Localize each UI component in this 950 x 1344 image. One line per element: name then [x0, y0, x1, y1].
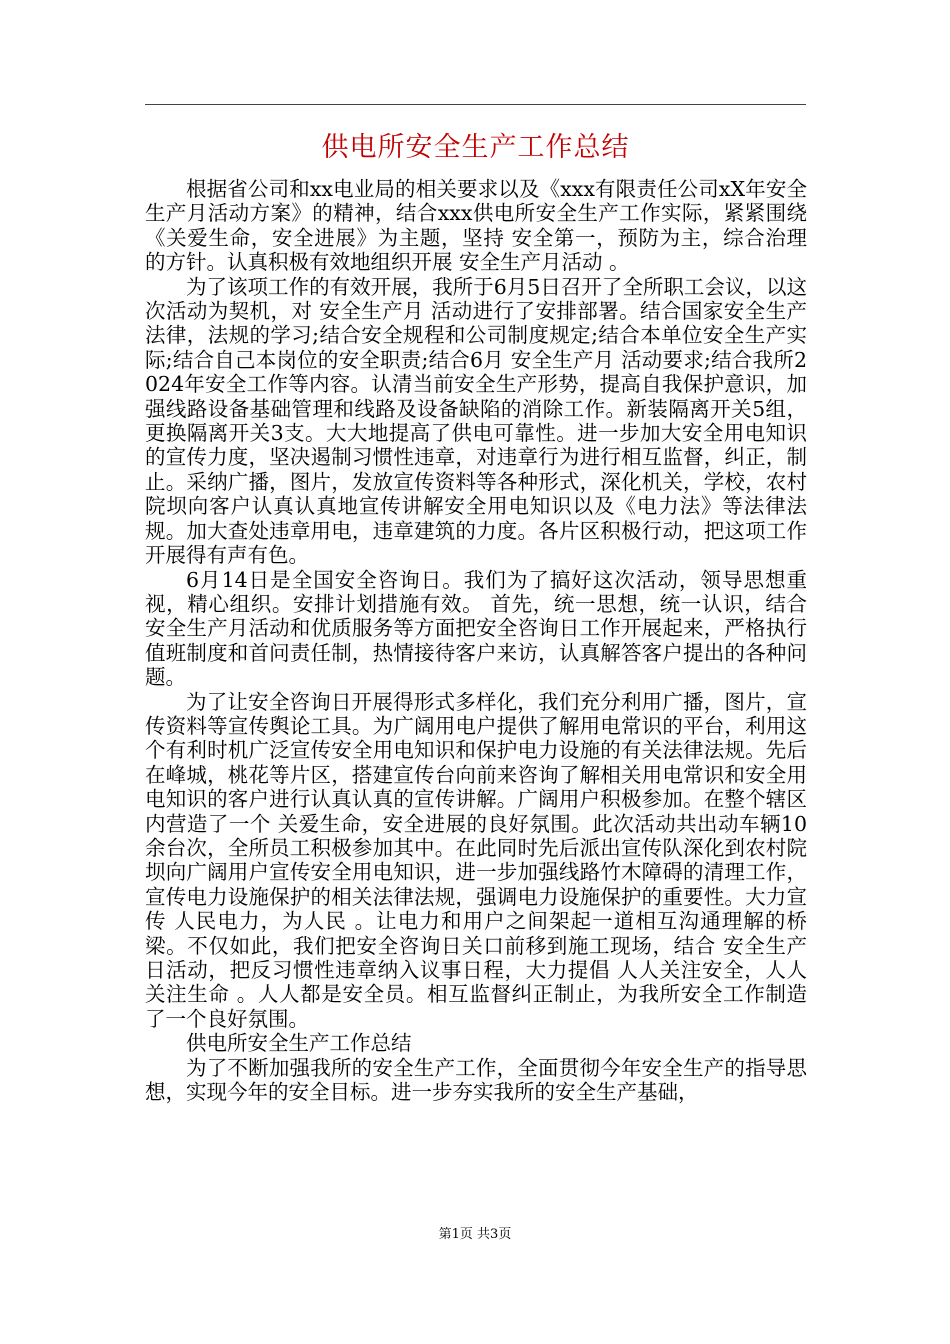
paragraph: 为了该项工作的有效开展，我所于6月5日召开了全所职工会议，以这次活动为契机，对 安全生产月 活动进行了安排部署。结合国家安全生产法律，法规的学习;结合安全规程和公司制度规定;结合本单位安全生产实际;结合自己本岗位的安全职责;结合6月 安全生产月 活动要求;结合我所2024年安全工作等内容。认清当前安全生产形势，提高自我保护意识，加强线路设备基础管理和线路及设备缺陷的消除工作。新装隔离开关5组，更换隔离开关3支。大大地提高了供电可靠性。进一步加大安全用电知识的宣传力度，坚决遏制习惯性违章，对违章行为进行相互监督，纠正，制止。采纳广播，图片，发放宣传资料等各种形式，深化机关，学校，农村院坝向客户认真认真地宣传讲解安全用电知识以及《电力法》等法律法规。加大查处违章用电，违章建筑的力度。各片区积极行动，把这项工作开展得有声有色。 [145, 274, 807, 568]
paragraph: 为了不断加强我所的安全生产工作，全面贯彻今年安全生产的指导思想，实现今年的安全目标。进一步夯实我所的安全生产基础， [145, 1055, 807, 1105]
paragraph: 6月14日是全国安全咨询日。我们为了搞好这次活动，领导思想重视，精心组织。安排计划措施有效。 首先，统一思想，统一认识，结合安全生产月活动和优质服务等方面把安全咨询日工作开展起来，严格执行值班制度和首问责任制，热情接待客户来访，认真解答客户提出的各种问题。 [145, 567, 807, 690]
page-footer: 第1页 共3页 [438, 1227, 512, 1242]
page-title: 供电所安全生产工作总结 [321, 132, 630, 163]
document-body [145, 177, 807, 1104]
paragraph: 根据省公司和xx电业局的相关要求以及《xxx有限责任公司xX年安全生产月活动方案》的精神，结合xxx供电所安全生产工作实际，紧紧围绕《关爱生命，安全进展》为主题，坚持 安全第一，预防为主，综合治理 的方针。认真积极有效地组织开展 安全生产月活动 。 [145, 177, 807, 275]
header-rule [145, 104, 806, 105]
section-subheading: 供电所安全生产工作总结 [186, 1031, 412, 1056]
paragraph: 为了让安全咨询日开展得形式多样化，我们充分利用广播，图片，宣传资料等宣传舆论工具。为广阔用电户提供了解用电常识的平台，利用这个有利时机广泛宣传安全用电知识和保护电力设施的有关法律法规。先后在峰城，桃花等片区，搭建宣传台向前来咨询了解相关用电常识和安全用电知识的客户进行认真认真的宣传讲解。广阔用户积极参加。在整个辖区内营造了一个 关爱生命，安全进展的良好氛围。此次活动共出动车辆10余台次，全所员工积极参加其中。在此同时先后派出宣传队深化到农村院坝向广阔用户宣传安全用电知识，进一步加强线路竹木障碍的清理工作，宣传电力设施保护的相关法律法规，强调电力设施保护的重要性。大力宣传 人民电力，为人民 。让电力和用户之间架起一道相互沟通理解的桥梁。不仅如此，我们把安全咨询日关口前移到施工现场，结合 安全生产日活动，把反习惯性违章纳入议事日程，大力提倡 人人关注安全，人人关注生命 。人人都是安全员。相互监督纠正制止，为我所安全工作制造了一个良好氛围。 [145, 689, 807, 1031]
